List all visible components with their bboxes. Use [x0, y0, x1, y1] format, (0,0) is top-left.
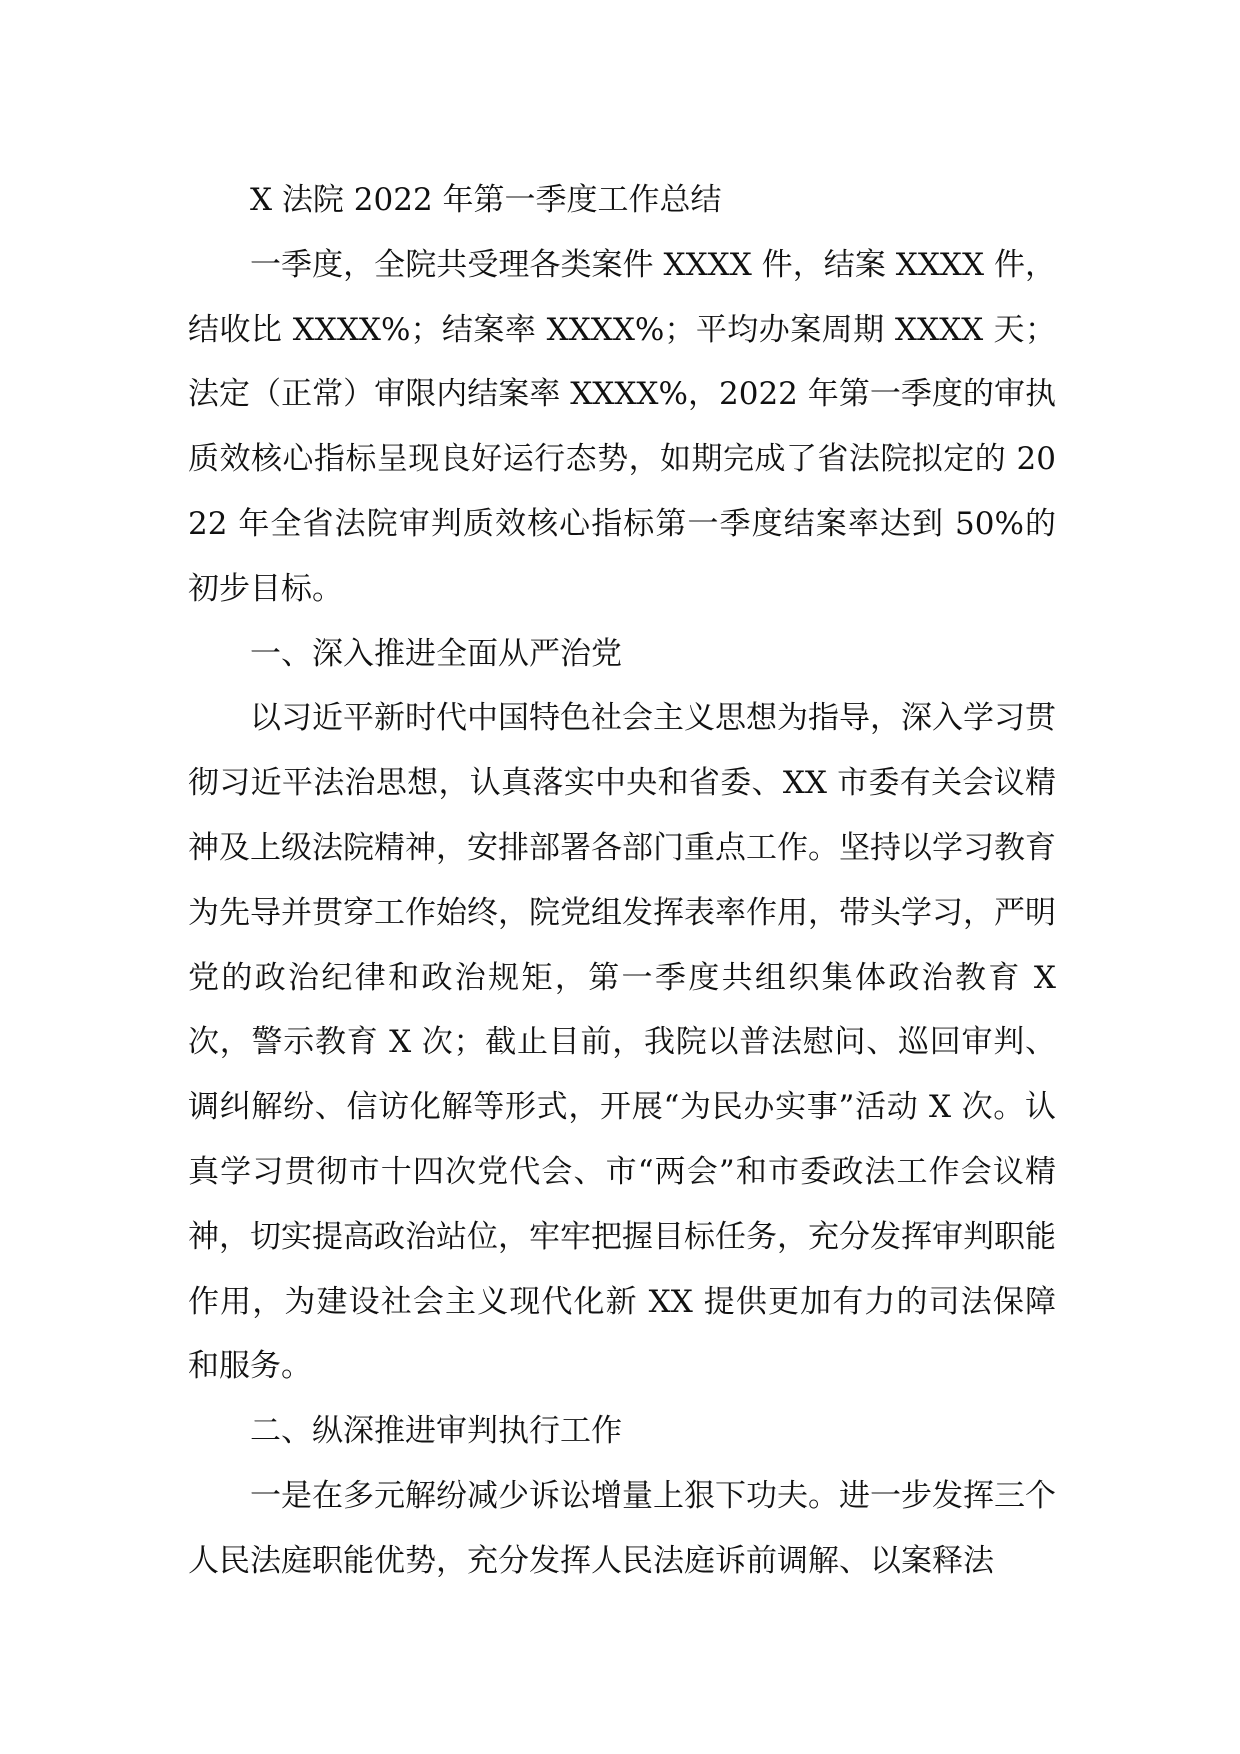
document-body: [188, 168, 1056, 1594]
section-body-party-governance: 以习近平新时代中国特色社会主义思想为指导，深入学习贯彻习近平法治思想，认真落实中央和省委、XX 市委有关会议精神及上级法院精神，安排部署各部门重点工作。坚持以学习教育为先导并贯穿工作始终，院党组发挥表率作用，带头学习，严明党的政治纪律和政治规矩，第一季度共组织集体政治教育 X 次，警示教育 X 次；截止目前，我院以普法慰问、巡回审判、调纠解纷、信访化解等形式，开展“为民办实事”活动 X 次。认真学习贯彻市十四次党代会、市“两会”和市委政法工作会议精神，切实提高政治站位，牢牢把握目标任务，充分发挥审判职能作用，为建设社会主义现代化新 XX 提供更加有力的司法保障和服务。: [188, 700, 1056, 1385]
section-heading-trial-execution: 二、纵深推进审判执行工作: [250, 1413, 622, 1450]
intro-paragraph: 一季度，全院共受理各类案件 XXXX 件，结案 XXXX 件，结收比 XXXX%；结案率 XXXX%；平均办案周期 XXXX 天；法定（正常）审限内结案率 XXXX%，2022 年第一季度的审执质效核心指标呈现良好运行态势，如期完成了省法院拟定的 2022 年全省法院审判质效核心指标第一季度结案率达到 50%的初步目标。: [188, 246, 1056, 607]
section-body-trial-execution: 一是在多元解纷减少诉讼增量上狠下功夫。进一步发挥三个人民法庭职能优势，充分发挥人民法庭诉前调解、以案释法: [188, 1477, 1056, 1579]
section-heading-party-governance: 一、深入推进全面从严治党: [250, 635, 622, 672]
document-title: X 法院 2022 年第一季度工作总结: [250, 182, 722, 218]
